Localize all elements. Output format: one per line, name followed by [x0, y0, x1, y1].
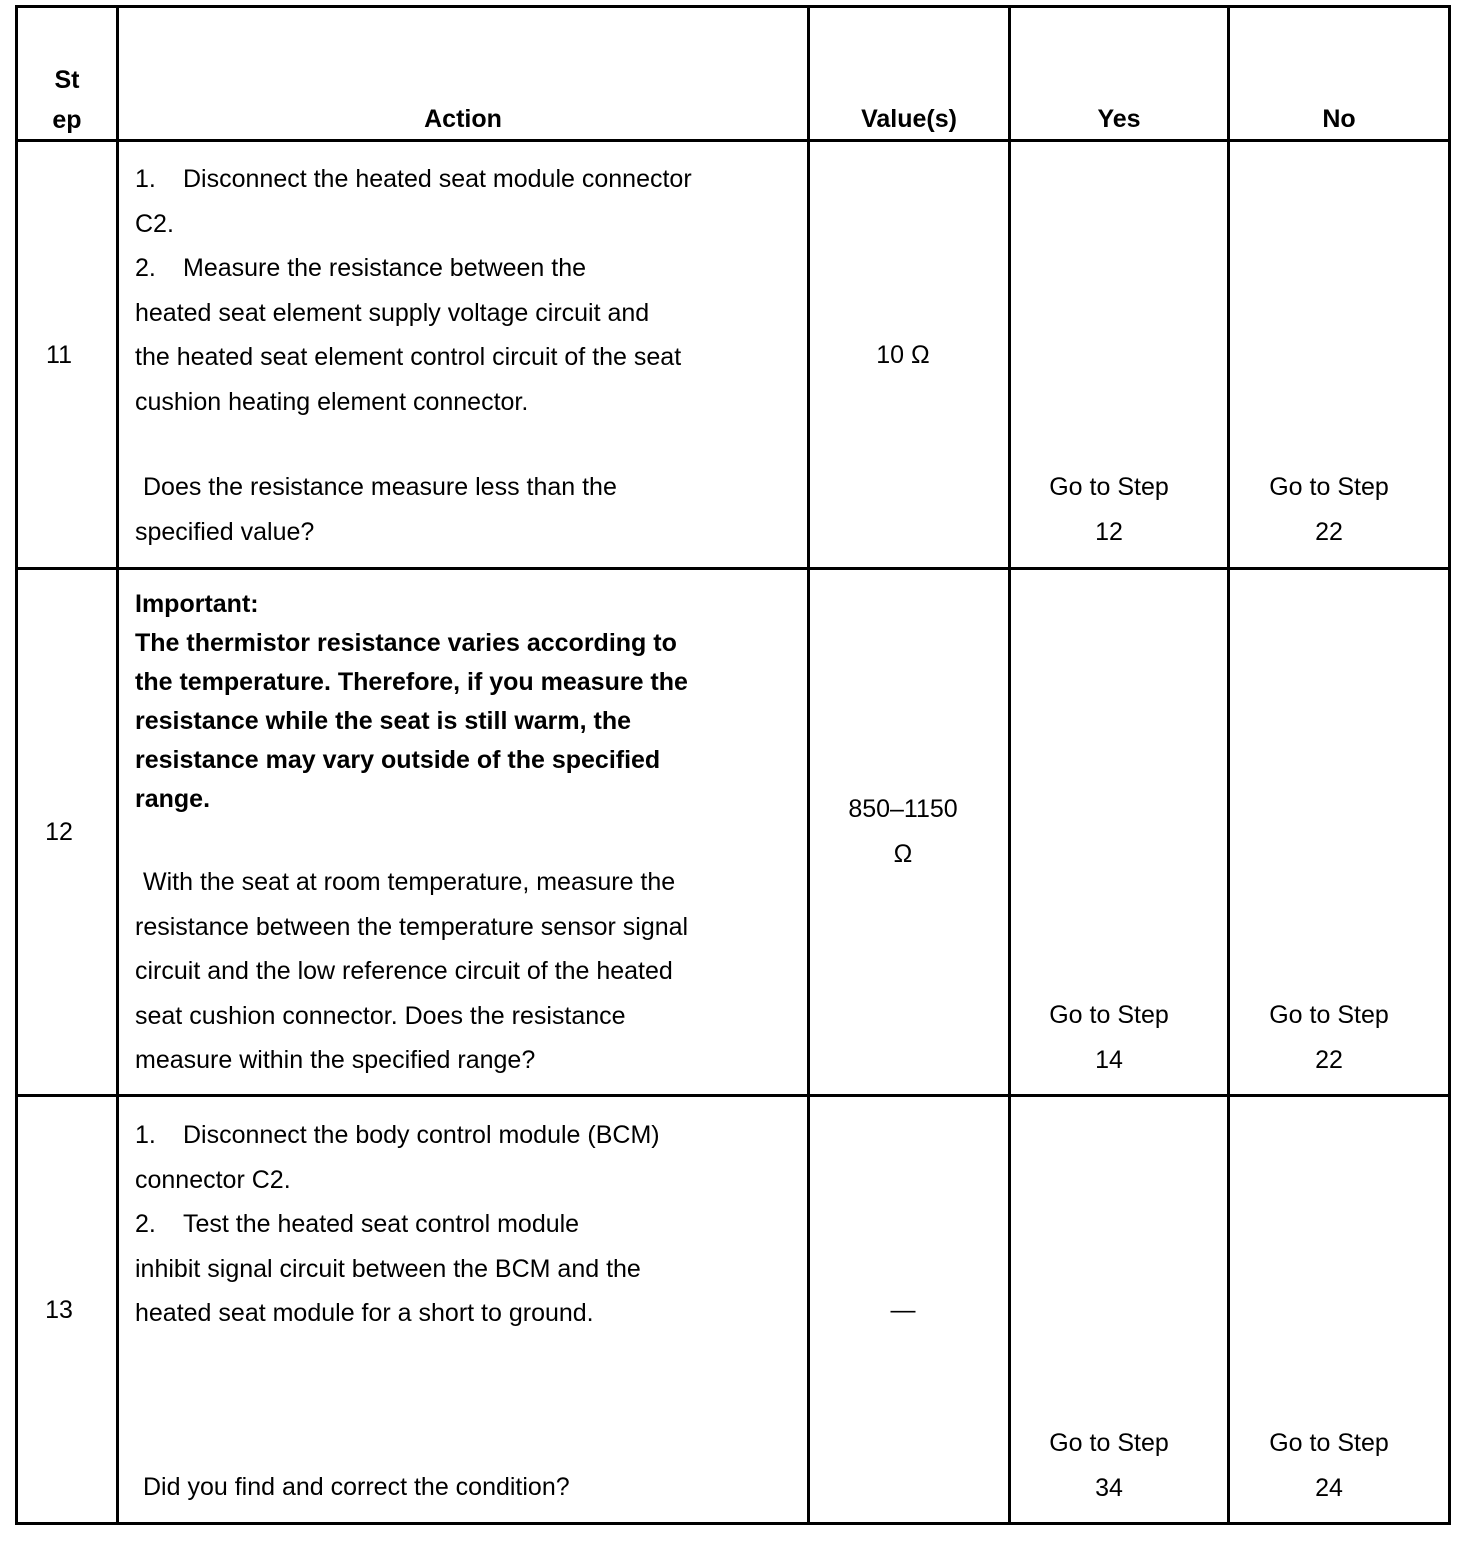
table-rule — [1227, 5, 1230, 1525]
no-goto: Go to Step 22 — [1269, 1001, 1389, 1074]
value-text: 850–1150 Ω — [848, 795, 958, 868]
list-item: 1. Disconnect the heated seat module connector — [135, 157, 795, 202]
list-item: 2. Test the heated seat control module — [135, 1202, 795, 1247]
table-rule — [1448, 5, 1451, 1525]
header-values: Value(s) — [861, 105, 957, 133]
yes-goto: Go to Step 34 — [1049, 1429, 1169, 1502]
table-rule — [15, 5, 1451, 8]
question-text: Does the resistance measure less than the specified value? — [135, 473, 617, 546]
table-rule — [116, 5, 119, 1525]
question-text: Did you find and correct the condition? — [143, 1473, 570, 1501]
list-item: 2. Measure the resistance between the — [135, 246, 795, 291]
yes-goto: Go to Step 12 — [1049, 473, 1169, 546]
important-note: Important: The thermistor resistance varies according to the temperature. Therefore, if you measure the resistance while the seat is still warm, the resistance may vary outside of the specified range. — [135, 590, 688, 813]
step-number: 11 — [46, 341, 72, 369]
header-step: St ep — [52, 66, 82, 134]
value-text: 10 Ω — [876, 341, 930, 369]
header-yes: Yes — [1097, 105, 1141, 133]
yes-goto: Go to Step 14 — [1049, 1001, 1169, 1074]
item-number: 1. — [135, 165, 156, 193]
no-goto: Go to Step 22 — [1269, 473, 1389, 546]
table-rule — [15, 1094, 1451, 1097]
step-number: 12 — [45, 818, 73, 846]
item-number: 2. — [135, 1210, 156, 1238]
header-action: Action — [424, 105, 502, 133]
value-text: — — [890, 1296, 916, 1324]
table-rule — [15, 1522, 1451, 1525]
item-number: 1. — [135, 1121, 156, 1149]
item-number: 2. — [135, 254, 156, 282]
action-text: 1. Disconnect the body control module (BCM) connector C2. 2. Test the heated seat control module inhibit signal circuit between the BCM and the heated seat module for a short to ground. — [135, 1113, 795, 1336]
table-rule — [15, 139, 1451, 142]
table-rule — [15, 567, 1451, 570]
table-rule — [1008, 5, 1011, 1525]
action-text: 1. Disconnect the heated seat module connector C2. 2. Measure the resistance between the heated seat element supply voltage circuit and the heated seat element control circuit of the seat cushion heating element connector. — [135, 157, 795, 424]
header-no: No — [1322, 105, 1356, 133]
question-text: With the seat at room temperature, measure the resistance between the temperature sensor signal circuit and the low reference circuit of the heated seat cushion connector. Does the resistance measure within the specified range? — [135, 868, 689, 1074]
no-goto: Go to Step 24 — [1269, 1429, 1389, 1502]
step-number: 13 — [45, 1296, 73, 1324]
list-item: 1. Disconnect the body control module (BCM) — [135, 1113, 795, 1158]
